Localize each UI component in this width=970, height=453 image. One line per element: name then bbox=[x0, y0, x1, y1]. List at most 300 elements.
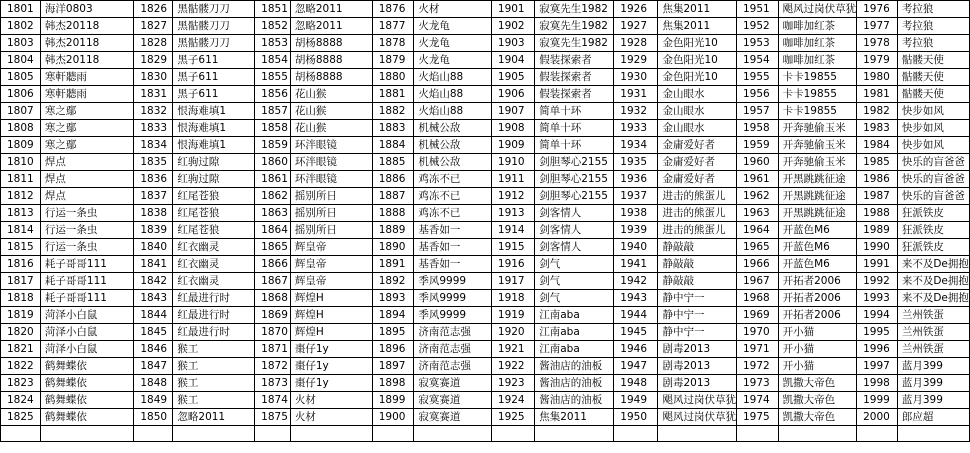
entry-name: 耗子哥哥111 bbox=[40, 273, 133, 290]
entry-name: 寂寞赛道 bbox=[414, 375, 492, 392]
entry-name: 环泮眼镜 bbox=[290, 154, 372, 171]
entry-number: 1837 bbox=[134, 188, 173, 205]
entry-name: 行运一条虫 bbox=[40, 239, 133, 256]
entry-name: 静中宁一 bbox=[658, 324, 737, 341]
entry-name: 寂寞赛道 bbox=[414, 409, 492, 426]
entry-name: 江南aba bbox=[535, 307, 614, 324]
entry-number: 1914 bbox=[491, 222, 534, 239]
entry-number: 1839 bbox=[134, 222, 173, 239]
entry-name: 恨海难填1 bbox=[173, 103, 255, 120]
entry-number: 1812 bbox=[1, 188, 41, 205]
entry-name: 鸡冻不已 bbox=[414, 188, 492, 205]
entry-number: 1891 bbox=[372, 256, 414, 273]
entry-name: 红尾苍狼 bbox=[173, 188, 255, 205]
entry-name: 鹤舞蝶依 bbox=[40, 392, 133, 409]
entry-name: 金山眼水 bbox=[658, 86, 737, 103]
entry-name: 忽略2011 bbox=[290, 18, 372, 35]
entry-number: 1984 bbox=[857, 137, 898, 154]
entry-name: 鸡冻不已 bbox=[414, 171, 492, 188]
entry-name: 静中宁一 bbox=[658, 290, 737, 307]
entry-name: 焊点 bbox=[40, 188, 133, 205]
entry-number: 1976 bbox=[857, 1, 898, 18]
entry-number: 1897 bbox=[372, 358, 414, 375]
entry-name: 开蓝色M6 bbox=[778, 222, 857, 239]
entry-name: 季风9999 bbox=[414, 307, 492, 324]
empty-cell bbox=[778, 426, 857, 442]
entry-name: 开蓝色M6 bbox=[778, 256, 857, 273]
entry-number: 1831 bbox=[134, 86, 173, 103]
entry-name: 剑气 bbox=[535, 290, 614, 307]
entry-name: 快步如风 bbox=[897, 137, 969, 154]
entry-name: 静敲敲 bbox=[658, 273, 737, 290]
entry-number: 1959 bbox=[736, 137, 778, 154]
empty-cell bbox=[658, 426, 737, 442]
entry-name: 狂派铁皮 bbox=[897, 205, 969, 222]
empty-cell bbox=[897, 426, 969, 442]
table-row bbox=[1, 358, 970, 375]
entry-number: 1913 bbox=[491, 205, 534, 222]
entry-number: 1981 bbox=[857, 86, 898, 103]
entry-number: 1905 bbox=[491, 69, 534, 86]
table-row bbox=[1, 120, 970, 137]
entry-number: 1823 bbox=[1, 375, 41, 392]
entry-number: 1868 bbox=[255, 290, 291, 307]
entry-name: 简单十环 bbox=[535, 103, 614, 120]
entry-number: 1845 bbox=[134, 324, 173, 341]
entry-name: 进击的熊蛋儿 bbox=[658, 188, 737, 205]
entry-number: 1893 bbox=[372, 290, 414, 307]
entry-name: 来不及De拥抱 bbox=[897, 290, 969, 307]
entry-number: 1917 bbox=[491, 273, 534, 290]
entry-number: 1955 bbox=[736, 69, 778, 86]
entry-name: 焊点 bbox=[40, 171, 133, 188]
entry-number: 1849 bbox=[134, 392, 173, 409]
entry-number: 1869 bbox=[255, 307, 291, 324]
entry-name: 机械公敌 bbox=[414, 137, 492, 154]
entry-name: 卡卡19855 bbox=[778, 69, 857, 86]
entry-number: 1818 bbox=[1, 290, 41, 307]
entry-number: 1873 bbox=[255, 375, 291, 392]
entry-name: 开小猫 bbox=[778, 324, 857, 341]
entry-number: 1874 bbox=[255, 392, 291, 409]
entry-number: 1867 bbox=[255, 273, 291, 290]
entry-number: 1859 bbox=[255, 137, 291, 154]
entry-name: 焦集2011 bbox=[658, 18, 737, 35]
entry-number: 1982 bbox=[857, 103, 898, 120]
entry-number: 1826 bbox=[134, 1, 173, 18]
entry-number: 1931 bbox=[614, 86, 658, 103]
entry-name: 红最进行时 bbox=[173, 324, 255, 341]
entry-name: 寂寞先生1982 bbox=[535, 1, 614, 18]
entry-number: 1995 bbox=[857, 324, 898, 341]
entry-number: 1828 bbox=[134, 35, 173, 52]
entry-number: 1846 bbox=[134, 341, 173, 358]
entry-name: 来不及De拥抱 bbox=[897, 256, 969, 273]
entry-number: 1888 bbox=[372, 205, 414, 222]
entry-name: 棗仔1y bbox=[290, 358, 372, 375]
entry-name: 剑胆琴心2155 bbox=[535, 171, 614, 188]
empty-row bbox=[1, 426, 970, 442]
entry-name: 蓝月399 bbox=[897, 375, 969, 392]
entry-name: 进击的熊蛋儿 bbox=[658, 205, 737, 222]
entry-name: 酱油店的油板 bbox=[535, 392, 614, 409]
entry-number: 1824 bbox=[1, 392, 41, 409]
entry-name: 火材 bbox=[414, 1, 492, 18]
entry-number: 1829 bbox=[134, 52, 173, 69]
entry-number: 1835 bbox=[134, 154, 173, 171]
entry-number: 1889 bbox=[372, 222, 414, 239]
entry-number: 1961 bbox=[736, 171, 778, 188]
entry-number: 1878 bbox=[372, 35, 414, 52]
entry-number: 1909 bbox=[491, 137, 534, 154]
entry-name: 快乐的盲爸爸 bbox=[897, 171, 969, 188]
entry-number: 1811 bbox=[1, 171, 41, 188]
entry-name: 狂派铁皮 bbox=[897, 222, 969, 239]
entry-name: 红衣幽灵 bbox=[173, 273, 255, 290]
entry-number: 1852 bbox=[255, 18, 291, 35]
entry-number: 1978 bbox=[857, 35, 898, 52]
entry-number: 1896 bbox=[372, 341, 414, 358]
entry-number: 1923 bbox=[491, 375, 534, 392]
entry-number: 1822 bbox=[1, 358, 41, 375]
entry-name: 棗仔1y bbox=[290, 341, 372, 358]
entry-number: 1854 bbox=[255, 52, 291, 69]
table-row bbox=[1, 290, 970, 307]
entry-name: 咖啡加红茶 bbox=[778, 35, 857, 52]
entry-name: 猴工 bbox=[173, 392, 255, 409]
entry-name: 江南aba bbox=[535, 341, 614, 358]
entry-name: 假装探索者 bbox=[535, 52, 614, 69]
entry-name: 恨海难填1 bbox=[173, 137, 255, 154]
entry-name: 黑子611 bbox=[173, 52, 255, 69]
entry-number: 1892 bbox=[372, 273, 414, 290]
entry-number: 1962 bbox=[736, 188, 778, 205]
entry-name: 快乐的盲爸爸 bbox=[897, 188, 969, 205]
entry-name: 季风9999 bbox=[414, 290, 492, 307]
entry-number: 1985 bbox=[857, 154, 898, 171]
entry-number: 1802 bbox=[1, 18, 41, 35]
entry-name: 开小猫 bbox=[778, 341, 857, 358]
empty-cell bbox=[255, 426, 291, 442]
entry-number: 1810 bbox=[1, 154, 41, 171]
entry-number: 1809 bbox=[1, 137, 41, 154]
entry-name: 鹤舞蝶依 bbox=[40, 375, 133, 392]
entry-name: 剧毒2013 bbox=[658, 341, 737, 358]
entry-name: 菏泽小白鼠 bbox=[40, 324, 133, 341]
entry-number: 1960 bbox=[736, 154, 778, 171]
entry-number: 1994 bbox=[857, 307, 898, 324]
entry-name: 金庸爱好者 bbox=[658, 137, 737, 154]
entry-name: 济南范志强 bbox=[414, 358, 492, 375]
entry-name: 海洋0803 bbox=[40, 1, 133, 18]
entry-name: 剧毒2013 bbox=[658, 358, 737, 375]
entry-number: 1970 bbox=[736, 324, 778, 341]
entry-name: 火焰山88 bbox=[414, 69, 492, 86]
entry-number: 1968 bbox=[736, 290, 778, 307]
entry-name: 行运一条虫 bbox=[40, 222, 133, 239]
entry-number: 1972 bbox=[736, 358, 778, 375]
entry-number: 1813 bbox=[1, 205, 41, 222]
entry-number: 1951 bbox=[736, 1, 778, 18]
entry-number: 1865 bbox=[255, 239, 291, 256]
entry-name: 酱油店的油板 bbox=[535, 375, 614, 392]
entry-number: 1843 bbox=[134, 290, 173, 307]
entry-name: 兰州铁蛋 bbox=[897, 324, 969, 341]
entry-name: 静敲敲 bbox=[658, 239, 737, 256]
entry-name: 卡卡19855 bbox=[778, 103, 857, 120]
empty-cell bbox=[290, 426, 372, 442]
entry-number: 1830 bbox=[134, 69, 173, 86]
entry-name: 红尾苍狼 bbox=[173, 222, 255, 239]
entry-name: 火龙龟 bbox=[414, 52, 492, 69]
entry-name: 寂寞先生1982 bbox=[535, 35, 614, 52]
entry-name: 金庸爱好者 bbox=[658, 154, 737, 171]
entry-number: 1927 bbox=[614, 18, 658, 35]
entry-number: 1882 bbox=[372, 103, 414, 120]
entry-number: 1926 bbox=[614, 1, 658, 18]
entry-name: 金色阳光10 bbox=[658, 35, 737, 52]
entry-name: 焊点 bbox=[40, 154, 133, 171]
entry-name: 基香如一 bbox=[414, 256, 492, 273]
empty-cell bbox=[614, 426, 658, 442]
entry-name: 花山猴 bbox=[290, 120, 372, 137]
entry-name: 耗子哥哥111 bbox=[40, 290, 133, 307]
entry-name: 咖啡加红茶 bbox=[778, 52, 857, 69]
entry-number: 1842 bbox=[134, 273, 173, 290]
entry-name: 进击的熊蛋儿 bbox=[658, 222, 737, 239]
entry-number: 1979 bbox=[857, 52, 898, 69]
entry-name: 花山猴 bbox=[290, 103, 372, 120]
entry-name: 开奔驰偷玉米 bbox=[778, 120, 857, 137]
table-row bbox=[1, 103, 970, 120]
entry-number: 1929 bbox=[614, 52, 658, 69]
table-row bbox=[1, 256, 970, 273]
entry-name: 红最进行时 bbox=[173, 307, 255, 324]
table-row bbox=[1, 375, 970, 392]
entry-name: 寒之鄢 bbox=[40, 103, 133, 120]
entry-name: 凯撒大帝色 bbox=[778, 392, 857, 409]
entry-name: 辉煌H bbox=[290, 324, 372, 341]
entry-name: 猴工 bbox=[173, 358, 255, 375]
entry-name: 火焰山88 bbox=[414, 86, 492, 103]
entry-name: 辉煌H bbox=[290, 307, 372, 324]
entry-number: 1992 bbox=[857, 273, 898, 290]
table-row bbox=[1, 154, 970, 171]
entry-name: 骷髅天使 bbox=[897, 52, 969, 69]
entry-name: 胡杨8888 bbox=[290, 52, 372, 69]
entry-number: 1987 bbox=[857, 188, 898, 205]
entry-number: 1819 bbox=[1, 307, 41, 324]
entry-number: 1953 bbox=[736, 35, 778, 52]
entry-name: 开小猫 bbox=[778, 358, 857, 375]
entry-name: 剑胆琴心2155 bbox=[535, 154, 614, 171]
entry-name: 焦集2011 bbox=[535, 409, 614, 426]
entry-name: 金庸爱好者 bbox=[658, 171, 737, 188]
entry-name: 红衣幽灵 bbox=[173, 239, 255, 256]
entry-number: 1848 bbox=[134, 375, 173, 392]
entry-name: 金山眼水 bbox=[658, 103, 737, 120]
entry-name: 飓风过岗伏草犹 bbox=[658, 392, 737, 409]
entry-number: 1989 bbox=[857, 222, 898, 239]
entry-number: 1924 bbox=[491, 392, 534, 409]
entry-name: 卡卡19855 bbox=[778, 86, 857, 103]
entry-number: 1857 bbox=[255, 103, 291, 120]
entry-name: 机械公敌 bbox=[414, 120, 492, 137]
empty-cell bbox=[134, 426, 173, 442]
entry-number: 1925 bbox=[491, 409, 534, 426]
table-row bbox=[1, 18, 970, 35]
table-row bbox=[1, 307, 970, 324]
entry-name: 红尾苍狼 bbox=[173, 205, 255, 222]
table-row bbox=[1, 392, 970, 409]
entry-number: 1935 bbox=[614, 154, 658, 171]
table-row bbox=[1, 341, 970, 358]
entry-name: 辉皇帝 bbox=[290, 239, 372, 256]
entry-name: 黑骷髅刀刀 bbox=[173, 18, 255, 35]
entry-name: 金色阳光10 bbox=[658, 52, 737, 69]
entry-name: 兰州铁蛋 bbox=[897, 307, 969, 324]
entry-name: 静中宁一 bbox=[658, 307, 737, 324]
entry-number: 1900 bbox=[372, 409, 414, 426]
entry-number: 1904 bbox=[491, 52, 534, 69]
entry-name: 火龙龟 bbox=[414, 35, 492, 52]
entry-number: 1942 bbox=[614, 273, 658, 290]
entry-name: 耗子哥哥111 bbox=[40, 256, 133, 273]
entry-number: 1844 bbox=[134, 307, 173, 324]
entry-name: 韩杰20118 bbox=[40, 35, 133, 52]
table-row bbox=[1, 222, 970, 239]
entry-number: 1894 bbox=[372, 307, 414, 324]
entry-number: 1847 bbox=[134, 358, 173, 375]
entry-name: 菏泽小白鼠 bbox=[40, 307, 133, 324]
entry-name: 开黑跳跳征途 bbox=[778, 188, 857, 205]
entry-number: 1801 bbox=[1, 1, 41, 18]
entry-name: 狂派铁皮 bbox=[897, 239, 969, 256]
entry-name: 开拓者2006 bbox=[778, 307, 857, 324]
entry-number: 1841 bbox=[134, 256, 173, 273]
entry-name: 江南aba bbox=[535, 324, 614, 341]
entry-name: 金山眼水 bbox=[658, 120, 737, 137]
entry-number: 1886 bbox=[372, 171, 414, 188]
entry-number: 1928 bbox=[614, 35, 658, 52]
entry-name: 辉皇帝 bbox=[290, 256, 372, 273]
entry-name: 寂寞先生1982 bbox=[535, 18, 614, 35]
entry-number: 1814 bbox=[1, 222, 41, 239]
entry-number: 1936 bbox=[614, 171, 658, 188]
entry-number: 1921 bbox=[491, 341, 534, 358]
entry-name: 寒之鄢 bbox=[40, 137, 133, 154]
empty-cell bbox=[857, 426, 898, 442]
entry-name: 剧毒2013 bbox=[658, 375, 737, 392]
entry-name: 快步如风 bbox=[897, 120, 969, 137]
entry-number: 1890 bbox=[372, 239, 414, 256]
entry-number: 1808 bbox=[1, 120, 41, 137]
entry-number: 1870 bbox=[255, 324, 291, 341]
entry-name: 骷髅天使 bbox=[897, 69, 969, 86]
entry-number: 1906 bbox=[491, 86, 534, 103]
entry-number: 1977 bbox=[857, 18, 898, 35]
entry-number: 1957 bbox=[736, 103, 778, 120]
entry-name: 济南范志强 bbox=[414, 341, 492, 358]
entry-number: 1840 bbox=[134, 239, 173, 256]
empty-cell bbox=[414, 426, 492, 442]
entry-number: 1948 bbox=[614, 375, 658, 392]
table-row bbox=[1, 52, 970, 69]
entry-number: 1817 bbox=[1, 273, 41, 290]
entry-name: 剑客情人 bbox=[535, 205, 614, 222]
table-row bbox=[1, 188, 970, 205]
entry-number: 1827 bbox=[134, 18, 173, 35]
entry-name: 来不及De拥抱 bbox=[897, 273, 969, 290]
entry-name: 恨海难填1 bbox=[173, 120, 255, 137]
table-row bbox=[1, 1, 970, 18]
entry-number: 1872 bbox=[255, 358, 291, 375]
entry-name: 红驹过隙 bbox=[173, 171, 255, 188]
entry-name: 开黑跳跳征途 bbox=[778, 171, 857, 188]
entry-number: 1876 bbox=[372, 1, 414, 18]
entry-number: 1941 bbox=[614, 256, 658, 273]
entry-number: 1856 bbox=[255, 86, 291, 103]
entry-number: 1820 bbox=[1, 324, 41, 341]
entry-name: 胡杨8888 bbox=[290, 69, 372, 86]
entry-name: 开奔驰偷玉米 bbox=[778, 137, 857, 154]
entry-name: 剑客情人 bbox=[535, 222, 614, 239]
entry-number: 1881 bbox=[372, 86, 414, 103]
entry-number: 1943 bbox=[614, 290, 658, 307]
entry-name: 韩杰20118 bbox=[40, 52, 133, 69]
entry-name: 摇别所日 bbox=[290, 205, 372, 222]
entry-name: 基香如一 bbox=[414, 222, 492, 239]
entry-number: 1999 bbox=[857, 392, 898, 409]
entry-number: 1807 bbox=[1, 103, 41, 120]
entry-name: 开拓者2006 bbox=[778, 290, 857, 307]
entry-number: 1887 bbox=[372, 188, 414, 205]
entry-number: 1946 bbox=[614, 341, 658, 358]
entry-number: 1816 bbox=[1, 256, 41, 273]
entry-number: 1853 bbox=[255, 35, 291, 52]
entry-number: 1883 bbox=[372, 120, 414, 137]
entry-name: 胡杨8888 bbox=[290, 35, 372, 52]
entry-name: 考拉狼 bbox=[897, 18, 969, 35]
entry-number: 1965 bbox=[736, 239, 778, 256]
entry-name: 凯撒大帝色 bbox=[778, 409, 857, 426]
table-row bbox=[1, 137, 970, 154]
entry-number: 1912 bbox=[491, 188, 534, 205]
table-row bbox=[1, 205, 970, 222]
entry-number: 1850 bbox=[134, 409, 173, 426]
entry-number: 1806 bbox=[1, 86, 41, 103]
entry-name: 猴工 bbox=[173, 375, 255, 392]
table-row bbox=[1, 171, 970, 188]
entry-name: 焦集2011 bbox=[658, 1, 737, 18]
entry-name: 机械公敌 bbox=[414, 154, 492, 171]
entry-number: 1918 bbox=[491, 290, 534, 307]
entry-number: 1930 bbox=[614, 69, 658, 86]
entry-name: 鸡冻不已 bbox=[414, 205, 492, 222]
entry-name: 开蓝色M6 bbox=[778, 239, 857, 256]
entry-number: 1903 bbox=[491, 35, 534, 52]
entry-number: 1997 bbox=[857, 358, 898, 375]
entry-number: 1922 bbox=[491, 358, 534, 375]
entry-number: 1825 bbox=[1, 409, 41, 426]
entry-name: 忽略2011 bbox=[173, 409, 255, 426]
entry-name: 假装探索者 bbox=[535, 69, 614, 86]
entry-number: 1899 bbox=[372, 392, 414, 409]
entry-name: 酱油店的油板 bbox=[535, 358, 614, 375]
entry-name: 基香如一 bbox=[414, 239, 492, 256]
table-row bbox=[1, 409, 970, 426]
table-row bbox=[1, 35, 970, 52]
